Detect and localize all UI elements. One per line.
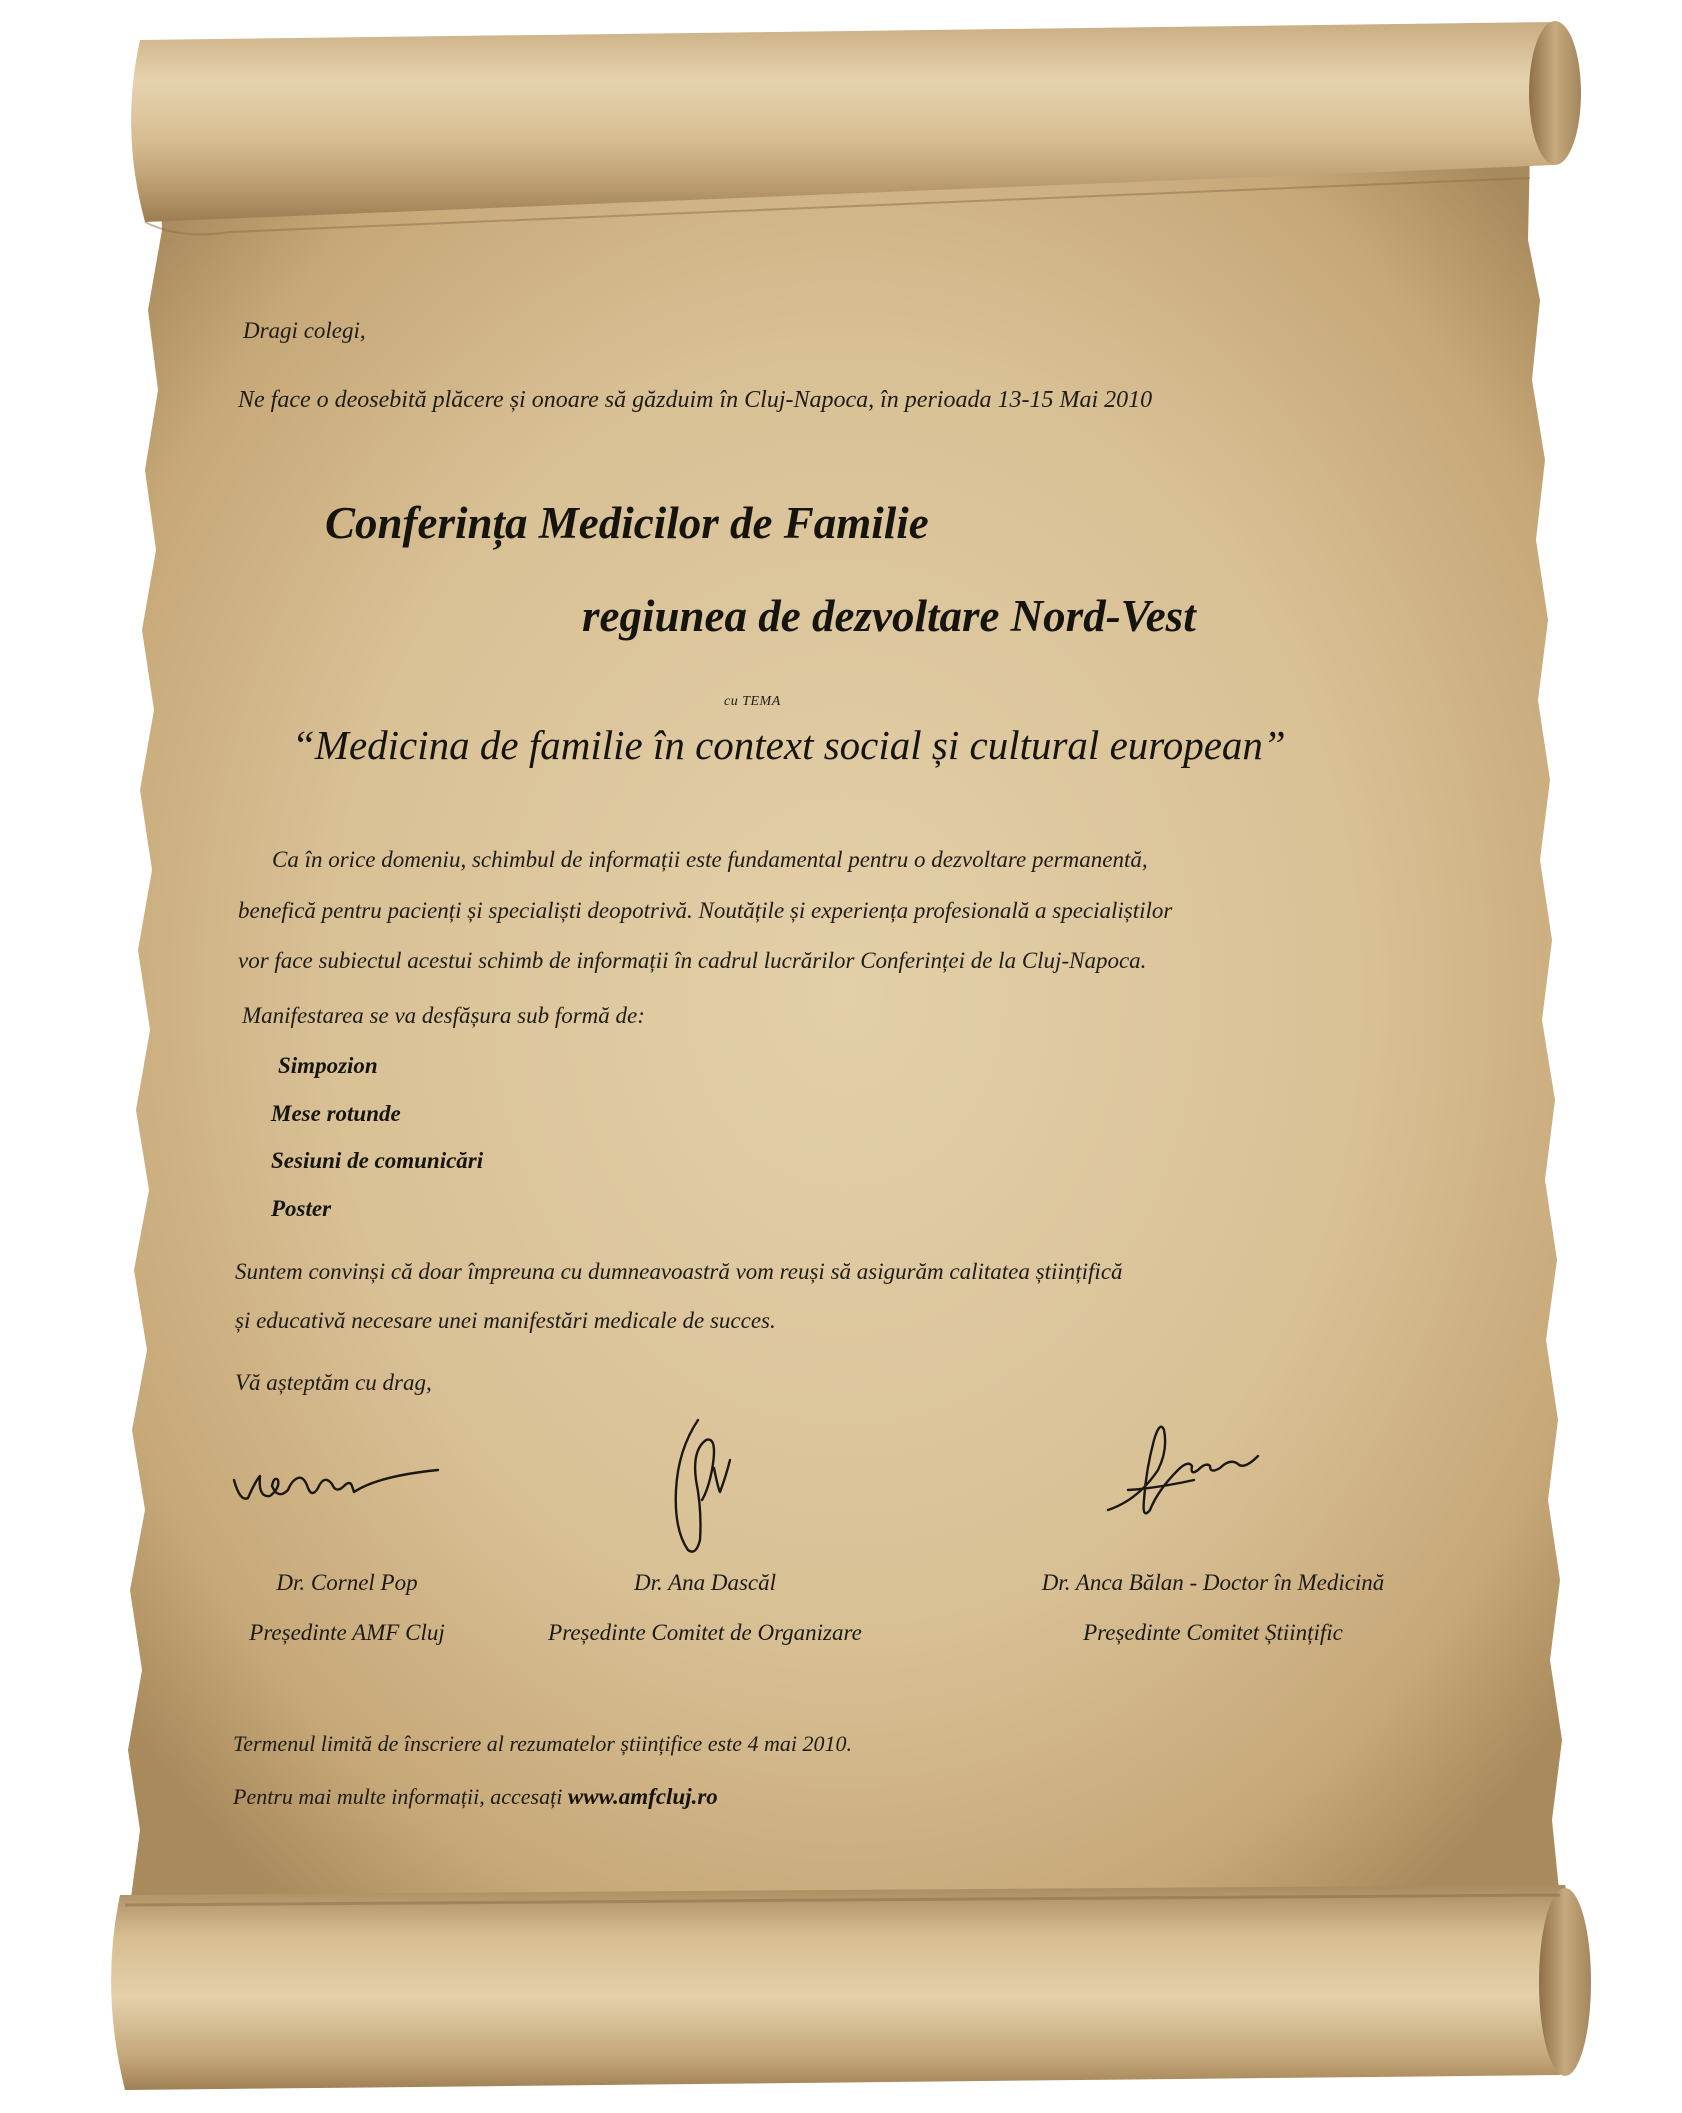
formats-intro: Manifestarea se va desfășura sub formă de:: [242, 1003, 645, 1028]
website-link[interactable]: www.amfcluj.ro: [567, 1784, 718, 1809]
format-item: Mese rotunde: [271, 1101, 401, 1126]
format-item: Simpozion: [278, 1053, 378, 1078]
conference-subtitle: regiunea de dezvoltare Nord-Vest: [582, 591, 1196, 641]
paragraph-line: benefică pentru pacienți și specialiști deopotrivă. Noutățile și experiența profesională a specialiștilor: [238, 898, 1173, 923]
intro-text: Ne face o deosebită plăcere și onoare să găzduim în Cluj-Napoca, în perioada 13-15 Mai 2010: [238, 387, 1153, 413]
format-item: Poster: [271, 1196, 332, 1221]
signatory-name: Dr. Ana Dascăl: [633, 1570, 777, 1595]
paragraph-line: vor face subiectul acestui schimb de informații în cadrul lucrărilor Conferinței de la Cluj-Napoca.: [238, 948, 1147, 973]
conference-title: Conferința Medicilor de Familie: [325, 498, 929, 548]
format-item: Sesiuni de comunicări: [271, 1148, 484, 1173]
conference-theme: “Medicina de familie în context social și cultural european”: [292, 722, 1286, 768]
paragraph-line: Suntem convinși că doar împreuna cu dumneavoastră vom reuși să asigurăm calitatea științifică: [235, 1259, 1123, 1284]
closing-text: Vă așteptăm cu drag,: [235, 1370, 432, 1395]
signature-ana-dascal: [648, 1410, 748, 1560]
signatory-name: Dr. Cornel Pop: [276, 1570, 418, 1595]
signatory-role: Președinte AMF Cluj: [249, 1620, 445, 1645]
signatory-role: Președinte Comitet de Organizare: [548, 1620, 862, 1645]
signature-anca-balan: [1098, 1410, 1268, 1530]
paragraph-line: Ca în orice domeniu, schimbul de informații este fundamental pentru o dezvoltare permanentă,: [272, 847, 1148, 872]
greeting: Dragi colegi,: [243, 318, 366, 343]
theme-lead: cu TEMA: [724, 694, 781, 709]
info-line: [233, 1784, 718, 1810]
info-prefix: Pentru mai multe informații, accesați: [233, 1784, 568, 1809]
paragraph-line: și educativă necesare unei manifestări medicale de succes.: [235, 1308, 776, 1333]
deadline-text: Termenul limită de înscriere al rezumatelor științifice este 4 mai 2010.: [233, 1731, 852, 1756]
signatory-role: Președinte Comitet Științific: [1083, 1620, 1343, 1645]
signatory-name: Dr. Anca Bălan - Doctor în Medicină: [1041, 1570, 1385, 1595]
signature-cornel-pop: [228, 1440, 448, 1520]
